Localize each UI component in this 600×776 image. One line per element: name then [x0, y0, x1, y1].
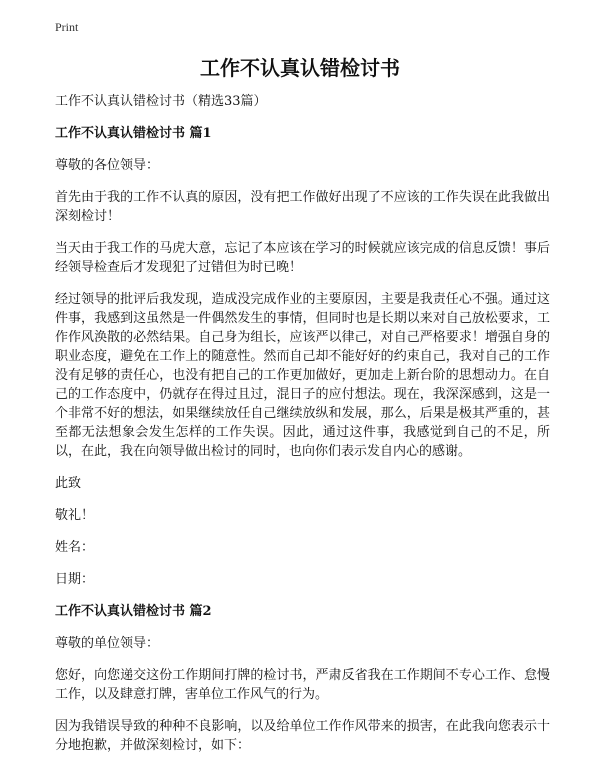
article-1-paragraph-2: 当天由于我工作的马虎大意，忘记了本应该在学习的时候就应该完成的信息反馈！事后经领导检查后才发现犯了过错但为时已晚！ [55, 241, 550, 275]
article-1-date-label: 日期： [55, 572, 95, 587]
document-subtitle: 工作不认真认错检讨书（精选33篇） [55, 94, 267, 109]
article-1-paragraph-1: 首先由于我的工作不认真的原因，没有把工作做好出现了不应该的工作失误在此我做出深刻检讨！ [55, 190, 550, 224]
article-1-name-label: 姓名： [55, 540, 95, 555]
article-2-heading: 工作不认真认错检讨书 篇2 [55, 604, 212, 619]
article-1-salutation: 尊敬的各位领导： [55, 158, 160, 173]
article-2-paragraph-2: 因为我错误导致的种种不良影响，以及给单位工作作风带来的损害，在此我向您表示十分地抱歉，并做深刻检讨，如下： [55, 719, 550, 753]
document-content [55, 92, 550, 768]
article-1-paragraph-3: 经过领导的批评后我发现，造成没完成作业的主要原因，主要是我责任心不强。通过这件事，我感到这虽然是一件偶然发生的事情，但同时也是长期以来对自己放松要求，工作作风涣散的必然结果。自己身为组长，应该严以律己，对自己严格要求！增强自身的职业态度，避免在工作上的随意性。然而自己却不能好好的约束自己，我对自己的工作没有足够的责任心，也没有把自己的工作更加做好，更加走上新台阶的思想动力。在自己的工作态度中，仍就存在得过且过，混日子的应付想法。现在，我深深感到，这是一个非常不好的想法，如果继续放任自己继续放纵和发展，那么，后果是极其严重的，甚至都无法想象会发生怎样的工作失误。因此，通过这件事，我感觉到自己的不足，所以，在此，我在向领导做出检讨的同时，也向你们表示发自内心的感谢。 [55, 292, 550, 459]
print-link[interactable]: Print [55, 20, 79, 34]
article-1-heading: 工作不认真认错检讨书 篇1 [55, 126, 212, 141]
article-1-regards: 敬礼！ [55, 508, 95, 523]
article-2-salutation: 尊敬的单位领导： [55, 636, 160, 651]
page-title: 工作不认真认错检讨书 [200, 56, 400, 80]
article-2-paragraph-1: 您好，向您递交这份工作期间打牌的检讨书，严肃反省我在工作期间不专心工作、怠慢工作，以及肆意打牌，害单位工作风气的行为。 [55, 668, 550, 702]
article-1-closing: 此致 [55, 476, 82, 491]
